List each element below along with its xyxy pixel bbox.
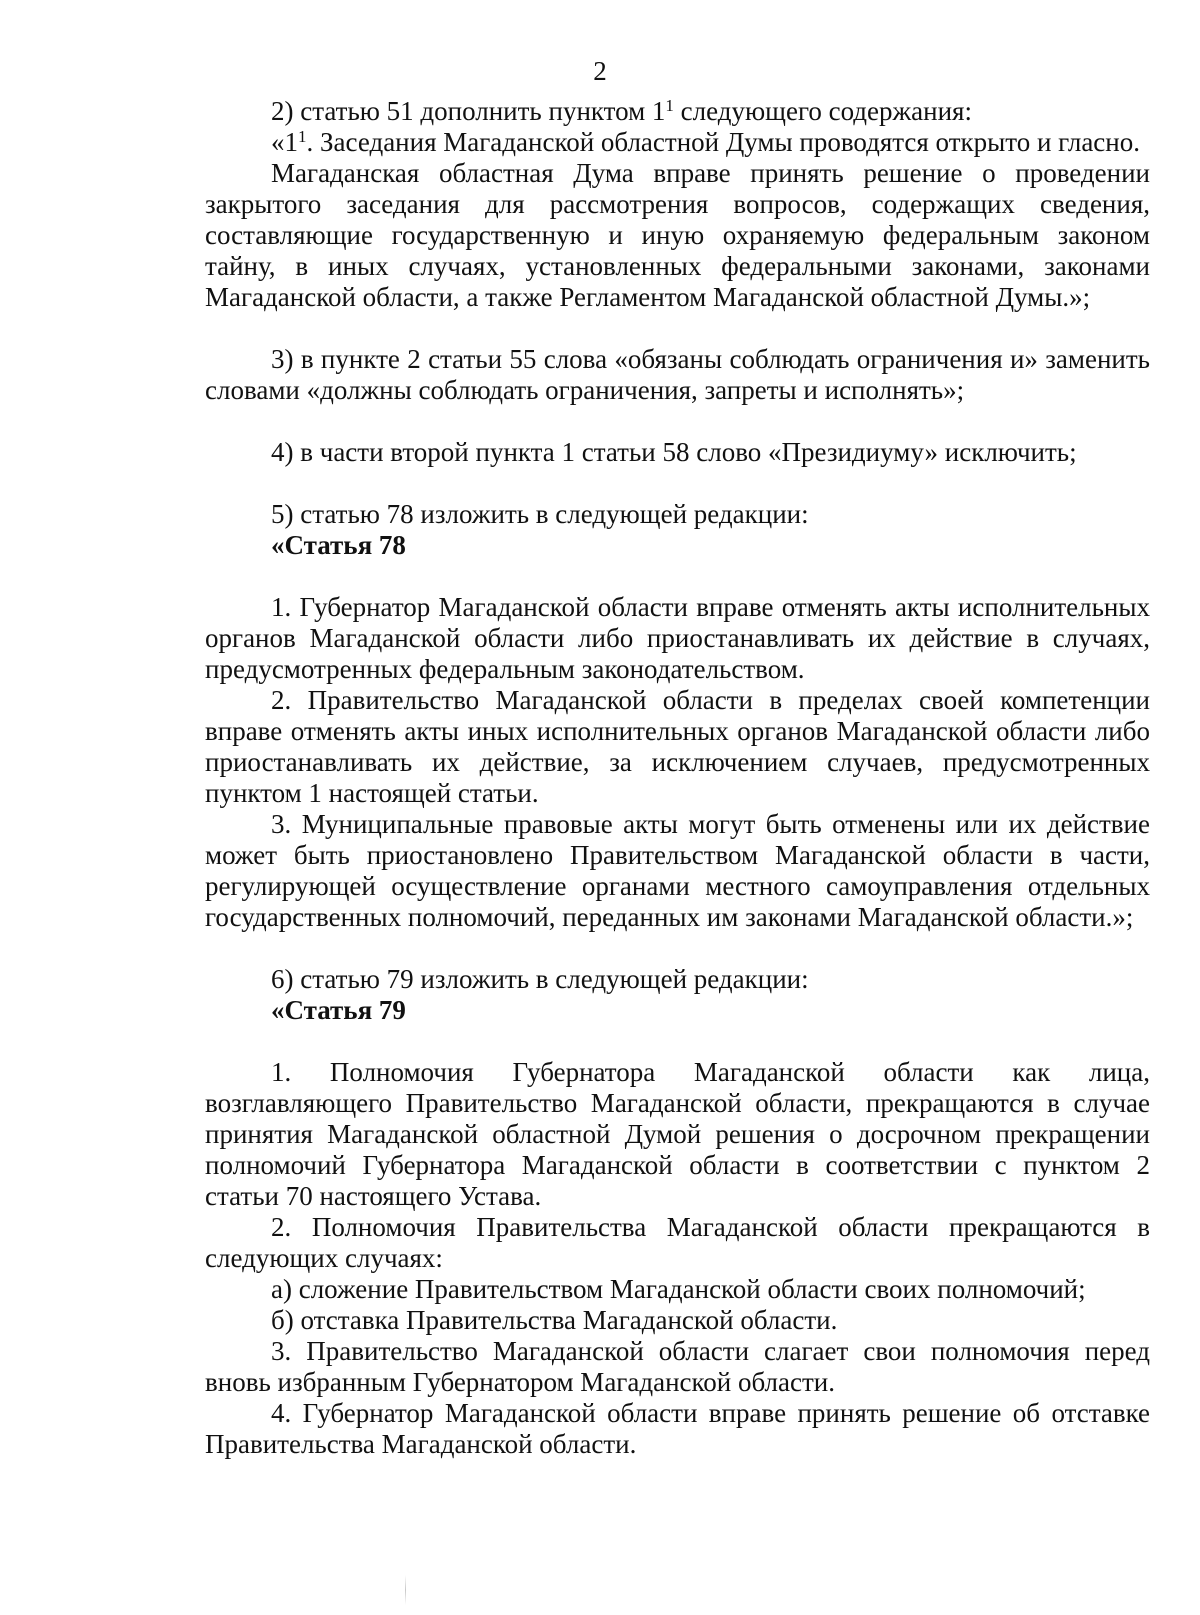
article-79-heading bbox=[205, 995, 1150, 1026]
item-2-quote-after: . Заседания Магаданской областной Думы проводятся открыто и гласно. bbox=[306, 127, 1140, 157]
item-4-text: 4) в части второй пункта 1 статьи 58 слово «Президиуму» исключить; bbox=[271, 437, 1077, 467]
page-number: 2 bbox=[593, 56, 607, 86]
item-2-quote-start bbox=[205, 127, 1150, 158]
article-78-paragraph-1: 1. Губернатор Магаданской области вправе отменять акты исполнительных органов Магаданской области либо приостанавливать их действие в случаях, предусмотренных федеральным законодательством. bbox=[205, 592, 1150, 684]
item-2-intro-before: 2) статью 51 дополнить пунктом 1 bbox=[271, 96, 666, 126]
article-78-paragraph-2: 2. Правительство Магаданской области в пределах своей компетенции вправе отменять акты иных исполнительных органов Магаданской области либо приостанавливать их действие, за исключением случаев, предусмотренных пунктом 1 настоящей статьи. bbox=[205, 685, 1150, 808]
superscript: 1 bbox=[665, 96, 674, 115]
article-79-paragraph-2: 2. Полномочия Правительства Магаданской области прекращаются в следующих случаях: bbox=[205, 1212, 1150, 1273]
item-2-paragraph: Магаданская областная Дума вправе принять решение о проведении закрытого заседания для рассмотрения вопросов, содержащих сведения, составляющие государственную и иную охраняемую федеральным законом тайну, в иных случаях, установленных федеральными законами, законами Магаданской области, а также Регламентом Магаданской областной Думы.»; bbox=[205, 158, 1150, 312]
article-79-subitem-b: б) отставка Правительства Магаданской области. bbox=[271, 1305, 838, 1335]
item-2-quote-before: «1 bbox=[271, 127, 298, 157]
article-79-paragraph-1: 1. Полномочия Губернатора Магаданской области как лица, возглавляющего Правительство Магаданской области, прекращаются в случае принятия Магаданской областной Думой решения о досрочном прекращении полномочий Губернатора Магаданской области в соответствии с пунктом 2 статьи 70 настоящего Устава. bbox=[205, 1057, 1150, 1211]
item-2-intro bbox=[205, 96, 1150, 127]
document-body bbox=[205, 96, 1150, 1460]
article-78-paragraph-3: 3. Муниципальные правовые акты могут быть отменены или их действие может быть приостановлено Правительством Магаданской области в части, регулирующей осуществление органами местного самоуправления отдельных государственных полномочий, переданных им законами Магаданской области.»; bbox=[205, 809, 1150, 932]
article-78-heading bbox=[205, 530, 1150, 561]
item-3-text: 3) в пункте 2 статьи 55 слова «обязаны соблюдать ограничения и» заменить словами «должны соблюдать ограничения, запреты и исполнять»; bbox=[205, 344, 1150, 405]
item-6-intro: 6) статью 79 изложить в следующей редакции: bbox=[271, 964, 809, 994]
scan-artifact bbox=[405, 1575, 406, 1605]
superscript: 1 bbox=[298, 127, 307, 146]
item-5-intro: 5) статью 78 изложить в следующей редакции: bbox=[271, 499, 809, 529]
article-79-heading-text: «Статья 79 bbox=[271, 995, 406, 1025]
item-2-intro-after: следующего содержания: bbox=[673, 96, 972, 126]
article-78-heading-text: «Статья 78 bbox=[271, 530, 406, 560]
article-79-paragraph-4: 4. Губернатор Магаданской области вправе принять решение об отставке Правительства Магаданской области. bbox=[205, 1398, 1150, 1459]
article-79-paragraph-3: 3. Правительство Магаданской области слагает свои полномочия перед вновь избранным Губернатором Магаданской области. bbox=[205, 1336, 1150, 1397]
article-79-subitem-a: а) сложение Правительством Магаданской области своих полномочий; bbox=[271, 1274, 1086, 1304]
